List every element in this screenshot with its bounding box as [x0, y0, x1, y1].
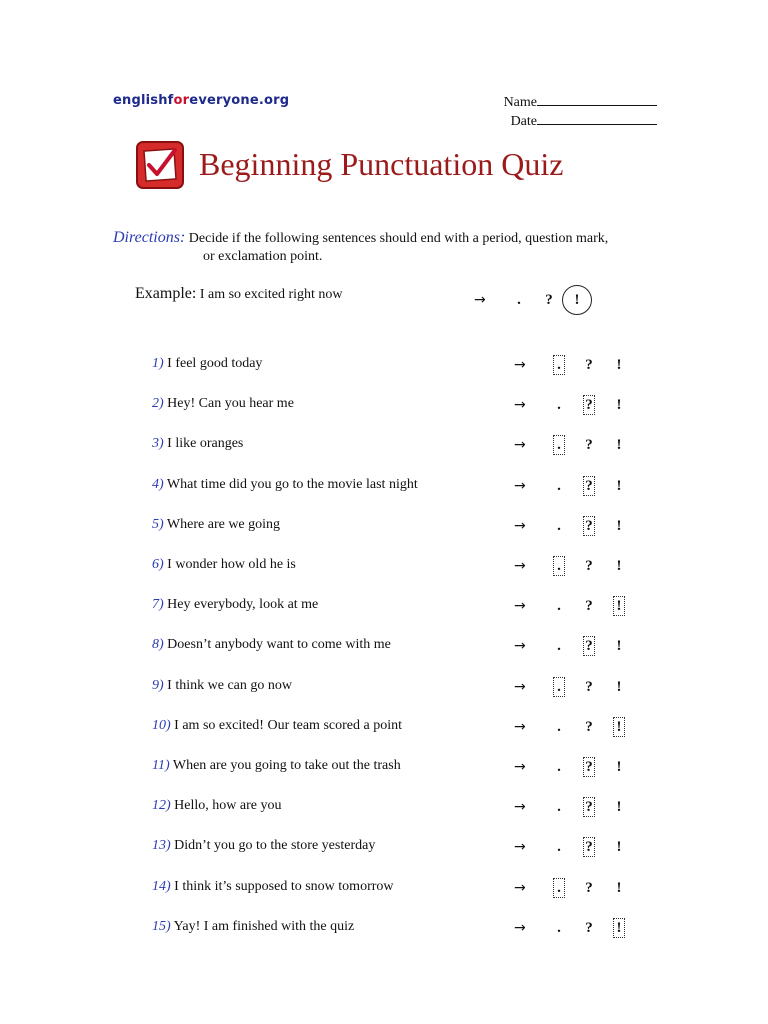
answer-question[interactable]: ? [585, 718, 593, 735]
answer-question[interactable]: ? [574, 797, 604, 817]
question-text: Yay! I am finished with the quiz [173, 919, 355, 934]
answer-period[interactable]: . [557, 718, 561, 735]
answer-question[interactable]: ? [574, 757, 604, 777]
answer-exclamation[interactable]: ! [616, 678, 622, 695]
arrow-icon: → [514, 719, 526, 735]
answer-period[interactable]: . [557, 517, 561, 534]
directions-line2: or exclamation point. [203, 249, 323, 264]
answer-exclamation[interactable]: ! [616, 517, 622, 534]
question-row [152, 879, 394, 895]
example-mark-question: ? [545, 291, 553, 308]
answer-question[interactable]: ? [585, 356, 593, 373]
question-row [152, 718, 402, 734]
question-text: What time did you go to the movie last night [166, 477, 418, 492]
arrow-icon: → [514, 839, 526, 855]
name-label: Name [503, 95, 537, 110]
question-number: 1) [152, 356, 164, 371]
question-text: Didn’t you go to the store yesterday [174, 838, 376, 853]
question-text: Hello, how are you [174, 798, 282, 813]
answer-exclamation[interactable]: ! [616, 436, 622, 453]
answer-period[interactable]: . [544, 435, 574, 455]
answer-period[interactable]: . [557, 919, 561, 936]
arrow-icon: → [514, 357, 526, 373]
site-logo-part1: englishf [113, 93, 174, 108]
question-answer-choices [514, 435, 634, 455]
question-answer-choices [514, 516, 634, 536]
question-number: 3) [152, 436, 164, 451]
name-date-block [497, 93, 657, 131]
question-number: 4) [152, 477, 164, 492]
arrow-icon: → [514, 518, 526, 534]
answer-exclamation[interactable]: ! [604, 918, 634, 938]
arrow-icon: → [514, 679, 526, 695]
question-answer-choices [514, 395, 634, 415]
arrow-icon: → [514, 920, 526, 936]
answer-question[interactable]: ? [585, 436, 593, 453]
answer-period[interactable]: . [557, 798, 561, 815]
example-marks [474, 285, 594, 315]
answer-period[interactable]: . [544, 556, 574, 576]
question-text: Where are we going [166, 517, 281, 532]
answer-question[interactable]: ? [574, 395, 604, 415]
example-text: I am so excited right now [199, 287, 343, 302]
directions-label: Directions: [113, 229, 186, 246]
answer-exclamation[interactable]: ! [616, 798, 622, 815]
question-answer-choices [514, 476, 634, 496]
directions [113, 229, 673, 266]
answer-question[interactable]: ? [585, 557, 593, 574]
checkbox-logo-icon [135, 140, 185, 190]
site-logo [113, 93, 289, 108]
question-answer-choices [514, 636, 634, 656]
answer-question[interactable]: ? [585, 678, 593, 695]
question-number: 15) [152, 919, 171, 934]
answer-exclamation[interactable]: ! [616, 637, 622, 654]
arrow-icon: → [514, 558, 526, 574]
question-number: 2) [152, 396, 164, 411]
question-number: 14) [152, 879, 171, 894]
question-row [152, 436, 243, 452]
arrow-icon: → [514, 880, 526, 896]
answer-exclamation[interactable]: ! [604, 717, 634, 737]
arrow-icon: → [514, 759, 526, 775]
answer-period[interactable]: . [557, 477, 561, 494]
question-row [152, 798, 281, 814]
site-logo-part3: everyone.org [189, 93, 290, 108]
answer-exclamation[interactable]: ! [616, 557, 622, 574]
arrow-icon: → [514, 437, 526, 453]
date-label: Date [510, 114, 537, 129]
question-text: I wonder how old he is [167, 557, 296, 572]
date-line [497, 112, 657, 131]
question-answer-choices [514, 596, 634, 616]
answer-question[interactable]: ? [574, 516, 604, 536]
answer-exclamation[interactable]: ! [616, 838, 622, 855]
answer-exclamation[interactable]: ! [604, 596, 634, 616]
question-row [152, 637, 391, 653]
answer-question[interactable]: ? [585, 597, 593, 614]
example-mark-period: . [517, 291, 521, 308]
question-number: 6) [152, 557, 164, 572]
question-text: When are you going to take out the trash [172, 758, 401, 773]
answer-question[interactable]: ? [585, 879, 593, 896]
question-answer-choices [514, 918, 634, 938]
question-number: 13) [152, 838, 171, 853]
question-number: 12) [152, 798, 171, 813]
answer-exclamation[interactable]: ! [616, 356, 622, 373]
question-text: I am so excited! Our team scored a point [174, 718, 402, 733]
arrow-icon: → [514, 598, 526, 614]
question-row [152, 557, 296, 573]
name-line [497, 93, 657, 112]
arrow-icon: → [514, 638, 526, 654]
page-title: Beginning Punctuation Quiz [199, 146, 564, 182]
answer-period[interactable]: . [557, 838, 561, 855]
answer-period[interactable]: . [557, 396, 561, 413]
question-row [152, 477, 418, 493]
question-row [152, 678, 292, 694]
question-text: Hey! Can you hear me [167, 396, 294, 411]
question-text: I think we can go now [167, 678, 292, 693]
arrow-icon: → [514, 799, 526, 815]
question-answer-choices [514, 355, 634, 375]
question-answer-choices [514, 878, 634, 898]
question-answer-choices [514, 717, 634, 737]
question-text: Doesn’t anybody want to come with me [167, 637, 391, 652]
answer-question[interactable]: ? [585, 919, 593, 936]
question-text: Hey everybody, look at me [167, 597, 319, 612]
answer-period[interactable]: . [557, 637, 561, 654]
question-row [152, 758, 401, 774]
question-text: I think it’s supposed to snow tomorrow [174, 879, 394, 894]
question-answer-choices [514, 837, 634, 857]
example-mark-exclamation: ! [564, 285, 594, 315]
answer-exclamation[interactable]: ! [616, 758, 622, 775]
question-number: 10) [152, 718, 171, 733]
answer-period[interactable]: . [544, 355, 574, 375]
answer-question[interactable]: ? [574, 636, 604, 656]
question-row [152, 356, 262, 372]
answer-period[interactable]: . [544, 677, 574, 697]
question-answer-choices [514, 797, 634, 817]
answer-question[interactable]: ? [574, 837, 604, 857]
question-answer-choices [514, 757, 634, 777]
question-row [152, 597, 318, 613]
answer-exclamation[interactable]: ! [616, 879, 622, 896]
directions-line1: Decide if the following sentences should end with a period, question mark, [188, 231, 609, 246]
date-blank[interactable] [537, 112, 657, 125]
answer-period[interactable]: . [544, 878, 574, 898]
answer-period[interactable]: . [557, 758, 561, 775]
example-label: Example: [135, 285, 197, 302]
question-row [152, 396, 294, 412]
question-answer-choices [514, 677, 634, 697]
question-text: I like oranges [167, 436, 244, 451]
question-number: 11) [152, 758, 170, 773]
example-sentence [135, 285, 343, 303]
arrow-icon: → [514, 397, 526, 413]
answer-question[interactable]: ? [574, 476, 604, 496]
answer-exclamation[interactable]: ! [616, 477, 622, 494]
question-text: I feel good today [167, 356, 263, 371]
question-number: 8) [152, 637, 164, 652]
arrow-icon: → [514, 478, 526, 494]
question-number: 7) [152, 597, 164, 612]
question-row [152, 919, 354, 935]
name-blank[interactable] [537, 93, 657, 106]
question-answer-choices [514, 556, 634, 576]
answer-exclamation[interactable]: ! [616, 396, 622, 413]
arrow-icon: → [474, 292, 486, 308]
answer-period[interactable]: . [557, 597, 561, 614]
question-row [152, 838, 375, 854]
question-row [152, 517, 280, 533]
question-number: 9) [152, 678, 164, 693]
question-number: 5) [152, 517, 164, 532]
site-logo-part2: or [173, 93, 190, 108]
